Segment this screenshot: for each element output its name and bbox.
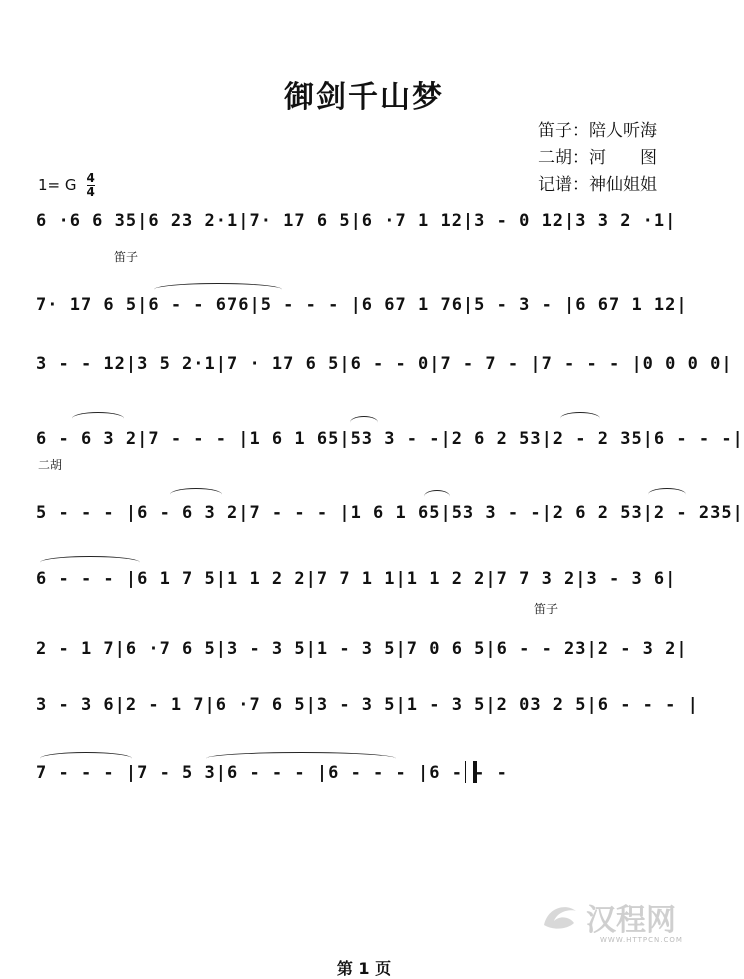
credit-erhu: 二胡：河 图	[538, 148, 657, 168]
time-signature-bottom: 4	[86, 185, 95, 199]
time-signature	[87, 172, 95, 198]
score-line-1: 6 ·6 6 35|6 23 2·1|7· 17 6 5|6 ·7 1 12|3 - 0 12|3 3 2 ·1|	[36, 211, 677, 231]
score-line-9: 7 - - - |7 - 5 3|6 - - - |6 - - - |6 - - -	[36, 763, 508, 783]
watermark-brand: 汉程网	[586, 903, 676, 938]
score-line-4: 6 - 6 3 2|7 - - - |1 6 1 65|53 3 - -|2 6 2 53|2 - 2 35|6 - - -|	[36, 429, 744, 449]
song-title: 御剑千山梦	[284, 80, 444, 115]
score-line-5: 5 - - - |6 - 6 3 2|7 - - - |1 6 1 65|53 3 - -|2 6 2 53|2 - 235|	[36, 503, 744, 523]
score-line-8: 3 - 3 6|2 - 1 7|6 ·7 6 5|3 - 3 5|1 - 3 5|2 03 2 5|6 - - - |	[36, 695, 699, 715]
score-line-6: 6 - - - |6 1 7 5|1 1 2 2|7 7 1 1|1 1 2 2|7 7 3 2|3 - 3 6|	[36, 569, 677, 589]
page-number: 第 1 页	[336, 959, 392, 978]
key-signature	[38, 172, 95, 198]
key-label: 1= G	[38, 176, 77, 194]
score-line-3: 3 - - 12|3 5 2·1|7 · 17 6 5|6 - - 0|7 - 7 - |7 - - - |0 0 0 0|	[36, 354, 733, 374]
watermark-logo-icon	[540, 899, 582, 935]
dizi-annotation: 笛子	[534, 602, 559, 616]
credit-dizi: 笛子：陪人听海	[538, 121, 657, 141]
dizi-annotation: 笛子	[114, 250, 139, 264]
watermark-url: WWW.HTTPCN.COM	[600, 936, 683, 944]
erhu-annotation: 二胡	[38, 458, 63, 472]
final-barline	[465, 761, 477, 783]
time-signature-top: 4	[86, 171, 95, 185]
score-line-2: 7· 17 6 5|6 - - 676|5 - - - |6 67 1 76|5 - 3 - |6 67 1 12|	[36, 295, 688, 315]
watermark	[540, 895, 676, 939]
credits	[538, 118, 657, 199]
score-line-7: 2 - 1 7|6 ·7 6 5|3 - 3 5|1 - 3 5|7 0 6 5|6 - - 23|2 - 3 2|	[36, 639, 688, 659]
credit-transcriber: 记谱：神仙姐姐	[538, 175, 657, 195]
